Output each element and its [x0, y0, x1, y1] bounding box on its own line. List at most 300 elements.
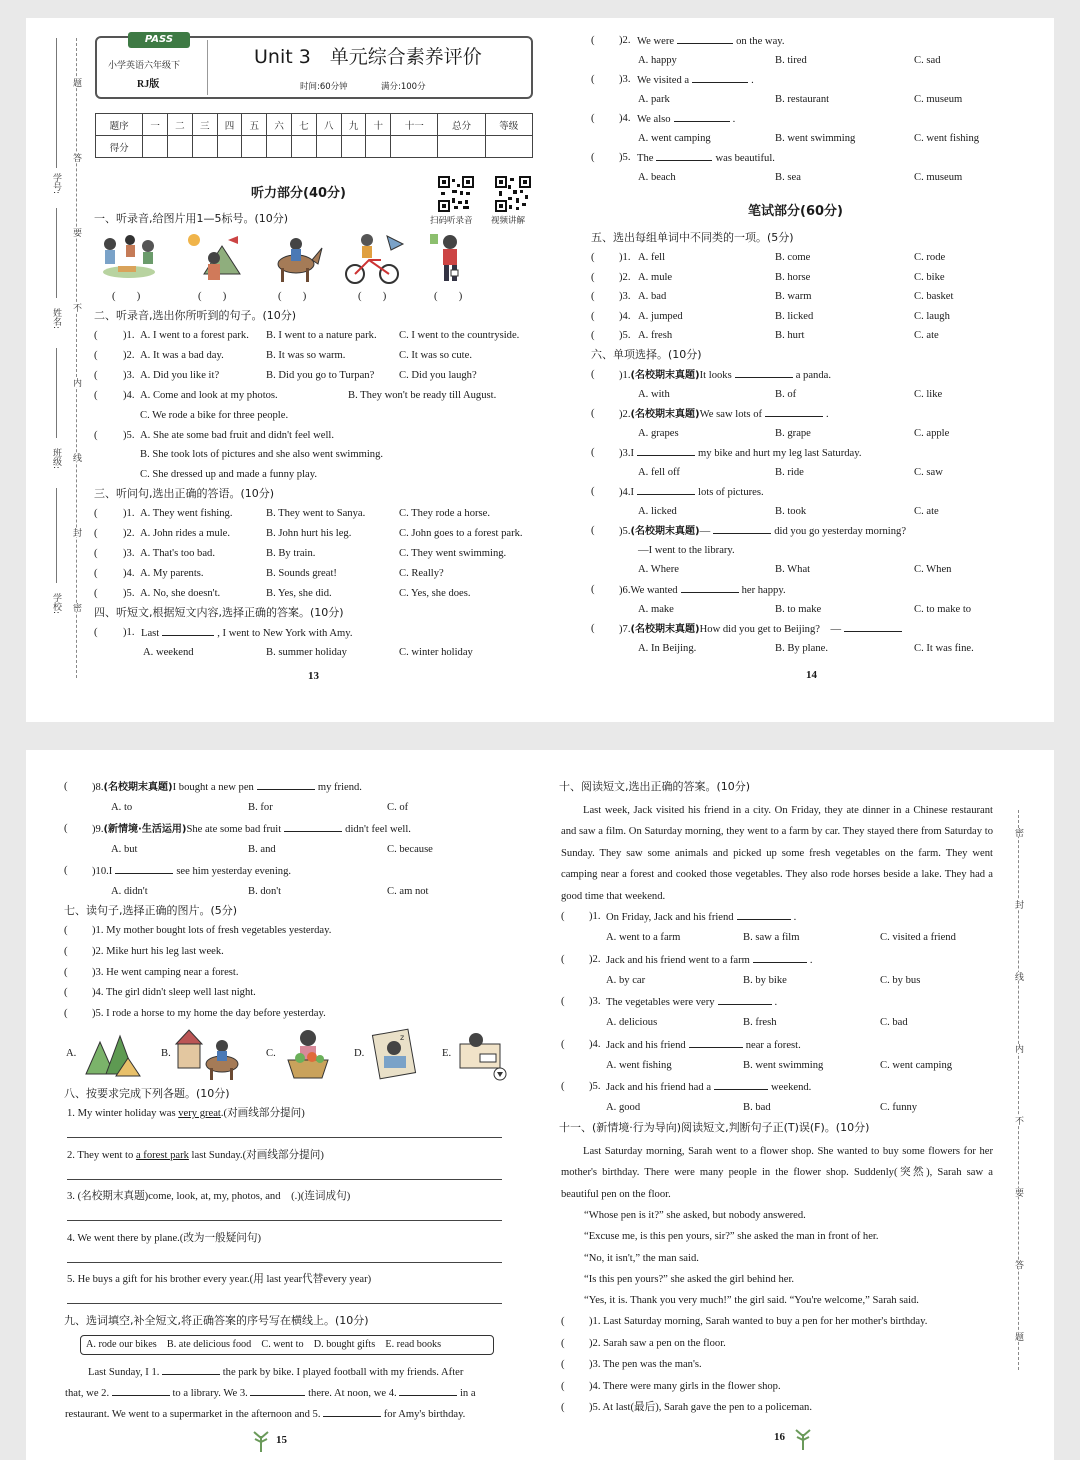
question-number: )2.: [123, 350, 135, 361]
question-stem: )2. Mike hurt his leg last week.: [92, 945, 224, 957]
class-label: 班级:: [51, 448, 61, 470]
answer-paren[interactable]: (: [561, 1081, 565, 1093]
seal-char: 不: [1013, 1116, 1023, 1125]
answer-paren[interactable]: (: [561, 1380, 565, 1392]
answer-paren[interactable]: ( ): [278, 291, 307, 302]
stem-text: We saw lots of: [699, 409, 763, 421]
fill-blank[interactable]: [637, 446, 695, 456]
answer-paren[interactable]: (: [94, 627, 98, 638]
option-a[interactable]: A. with: [638, 388, 670, 400]
svg-text:z: z: [400, 1033, 405, 1042]
score-cell[interactable]: [316, 136, 341, 158]
answer-line[interactable]: [67, 1303, 502, 1304]
stem-text: We also: [637, 114, 671, 125]
option-b[interactable]: B. by bike: [743, 974, 787, 986]
seal-char: 要: [1013, 1188, 1023, 1197]
option-a[interactable]: A. jumped: [638, 310, 683, 322]
option-b[interactable]: B. ride: [775, 466, 804, 478]
question-stem: [606, 953, 813, 968]
answer-paren[interactable]: ( ): [434, 291, 463, 302]
answer-paren[interactable]: (: [561, 1402, 565, 1413]
option-b[interactable]: B. of: [775, 388, 797, 400]
qr-video-label: 视频讲解: [491, 216, 526, 226]
answer-paren[interactable]: (: [561, 996, 565, 1008]
option-b[interactable]: B. tired: [775, 55, 807, 66]
option-b[interactable]: B. John hurt his leg.: [266, 528, 352, 539]
option-c[interactable]: C. We rode a bike for three people.: [140, 410, 289, 421]
question-number: )2.: [619, 409, 631, 421]
section-8-title: 八、按要求完成下列各题。(10分): [64, 1087, 230, 1100]
answer-paren[interactable]: (: [591, 152, 595, 163]
fill-blank[interactable]: [656, 151, 712, 161]
answer-paren[interactable]: (: [561, 953, 565, 965]
student-id-label: 学号:: [51, 173, 61, 195]
answer-paren[interactable]: (: [94, 508, 98, 519]
option-c[interactable]: C. to make to: [914, 603, 972, 615]
header-divider: [207, 40, 208, 95]
option-b[interactable]: B. It was so warm.: [266, 350, 346, 361]
horse-riding-picture-icon: [266, 230, 326, 286]
answer-paren[interactable]: (: [591, 584, 595, 595]
option-c[interactable]: C. went camping: [880, 1059, 953, 1071]
answer-paren[interactable]: (: [561, 1337, 565, 1349]
option-b[interactable]: B. horse: [775, 271, 811, 283]
answer-paren[interactable]: (: [64, 1008, 68, 1020]
section-1-title: 一、听录音,给图片用1—5标号。(10分): [94, 212, 289, 225]
question-number: )5.: [123, 588, 135, 599]
question-number: )1.: [123, 330, 135, 341]
option-b[interactable]: B. and: [248, 844, 276, 855]
option-c[interactable]: C. Yes, she does.: [399, 588, 471, 599]
answer-paren[interactable]: (: [591, 35, 595, 46]
school-line: [56, 488, 57, 583]
option-b[interactable]: B. went swimming: [775, 133, 856, 144]
stem-text: 5. He buys a gift for his brother every year.(用 last year代替every year): [67, 1274, 372, 1285]
option-b[interactable]: B. to make: [775, 603, 822, 615]
answer-paren[interactable]: (: [94, 390, 98, 401]
answer-paren[interactable]: (: [591, 623, 595, 635]
picnic-picture-icon: [98, 230, 160, 284]
answer-paren[interactable]: (: [591, 310, 595, 322]
question-number: )4.: [619, 310, 631, 322]
stem-text: , I went to New York with Amy.: [217, 628, 353, 639]
answer-paren[interactable]: (: [64, 966, 68, 978]
section-6-title: 六、单项选择。(10分): [591, 348, 702, 361]
score-cell[interactable]: [143, 136, 168, 158]
stem-text: near a forest.: [745, 1039, 801, 1051]
answer-paren[interactable]: ( ): [358, 291, 387, 302]
question-stem: [92, 780, 362, 795]
fill-blank[interactable]: [689, 1038, 743, 1048]
option-b[interactable]: B. I went to a nature park.: [266, 330, 377, 341]
option-a[interactable]: A. weekend: [143, 647, 194, 658]
option-a[interactable]: A. fresh: [638, 330, 673, 342]
dialogue-line: —I went to the library.: [638, 544, 735, 556]
score-cell[interactable]: [485, 136, 532, 158]
cloze-segment: that, we 2.: [65, 1388, 110, 1399]
question-stem: [637, 73, 754, 88]
answer-paren[interactable]: (: [94, 568, 98, 579]
answer-paren[interactable]: (: [561, 911, 565, 922]
option-b[interactable]: B. Did you go to Turpan?: [266, 370, 375, 381]
fill-blank[interactable]: [737, 910, 791, 920]
option-c[interactable]: C. I went to the countryside.: [399, 330, 520, 341]
answer-paren[interactable]: (: [591, 525, 595, 537]
stem-text: .: [826, 409, 829, 421]
fill-blank[interactable]: [257, 780, 315, 790]
question-stem: [619, 446, 862, 461]
score-cell[interactable]: [242, 136, 267, 158]
option-a[interactable]: A. Come and look at my photos.: [140, 390, 278, 401]
sleepless-girl-picture-icon: [370, 1026, 420, 1082]
option-b[interactable]: B. She took lots of pictures and she also went swimming.: [140, 449, 384, 460]
fill-blank[interactable]: [718, 995, 772, 1005]
section-9-title: 九、选词填空,补全短文,将正确答案的序号写在横线上。(10分): [64, 1314, 369, 1327]
stem-text: I: [630, 487, 635, 499]
stem-text: We wanted: [630, 585, 678, 596]
answer-paren[interactable]: (: [561, 1038, 565, 1050]
reading-passage-11: Last Saturday morning, Sarah went to a flower shop. She wanted to buy some flowers for her mother's birthday. There were many people in the flower shop. Suddenly(突然), Sarah saw a beautiful pen on the floor.: [561, 1146, 993, 1200]
answer-paren[interactable]: ( ): [198, 291, 227, 302]
stem-text: How did you get to Beijing? —: [699, 624, 842, 636]
option-a[interactable]: A. bad: [638, 291, 667, 303]
option-a[interactable]: A. good: [606, 1102, 641, 1114]
question-number: )2.: [619, 271, 631, 283]
answer-paren[interactable]: (: [561, 1359, 565, 1370]
fill-blank[interactable]: [735, 368, 793, 378]
option-b[interactable]: B. sea: [775, 172, 801, 183]
answer-paren[interactable]: (: [64, 945, 68, 957]
fill-blank[interactable]: [753, 953, 807, 963]
option-c[interactable]: C. She dressed up and made a funny play.: [140, 469, 318, 480]
option-a[interactable]: A. John rides a mule.: [140, 528, 231, 539]
option-c[interactable]: C. funny: [880, 1102, 918, 1114]
answer-paren[interactable]: (: [64, 781, 68, 792]
cloze-segment: Last Sunday, I 1.: [88, 1367, 160, 1378]
option-b[interactable]: B. Sounds great!: [266, 568, 337, 579]
cloze-text: [65, 1386, 476, 1401]
answer-paren[interactable]: (: [591, 291, 595, 303]
fill-blank[interactable]: [765, 407, 823, 417]
option-a[interactable]: A. Did you like it?: [140, 370, 220, 381]
cloze-segment: the park by bike. I played football with my friends. After: [222, 1367, 464, 1378]
option-b[interactable]: B. saw a film: [743, 932, 800, 943]
option-a[interactable]: A. beach: [638, 172, 676, 183]
fill-blank[interactable]: [681, 583, 739, 593]
score-cell[interactable]: [267, 136, 292, 158]
question-stem: [92, 822, 411, 837]
option-b[interactable]: B. grape: [775, 427, 811, 439]
option-a[interactable]: A. It was a bad day.: [140, 350, 224, 361]
question-number: )4.: [123, 390, 135, 401]
stem-text: —: [699, 526, 711, 538]
answer-paren[interactable]: (: [64, 865, 68, 876]
answer-paren[interactable]: (: [94, 330, 98, 341]
section-11-title: 十一、(新情境·行为导向)阅读短文,判断句子正(T)误(F)。(10分): [559, 1121, 870, 1134]
option-b[interactable]: B. fresh: [743, 1017, 777, 1029]
seal-char: 封: [1013, 900, 1023, 909]
stem-text: see him yesterday evening.: [176, 866, 292, 877]
fill-blank[interactable]: [844, 622, 902, 632]
answer-paren[interactable]: (: [591, 486, 595, 498]
option-c[interactable]: C. rode: [914, 252, 946, 263]
option-c[interactable]: C. because: [387, 844, 433, 855]
option-b[interactable]: B. What: [775, 564, 811, 576]
option-c[interactable]: C. went fishing: [914, 133, 980, 144]
source-tag: (名校期末真题): [630, 624, 700, 636]
stem-text: 3. (名校期末真题)come, look, at, my, photos, and (.)(连词成句): [67, 1191, 351, 1202]
option-b[interactable]: B. don't: [248, 886, 282, 897]
seal-line: [76, 38, 77, 678]
option-c[interactable]: C. They rode a horse.: [399, 508, 491, 519]
cloze-blank[interactable]: [399, 1386, 457, 1396]
score-cell[interactable]: [192, 136, 217, 158]
option-c[interactable]: C. by bus: [880, 974, 921, 986]
option-a[interactable]: A. by car: [606, 974, 646, 986]
qr-audio-label: 扫码听录音: [430, 216, 473, 226]
answer-paren[interactable]: (: [94, 528, 98, 539]
option-c[interactable]: C. When: [914, 564, 952, 576]
option-c[interactable]: C. museum: [914, 94, 963, 105]
stem-text: We were: [637, 36, 675, 47]
answer-line[interactable]: [67, 1220, 502, 1221]
seal-line-right: [1018, 810, 1019, 1370]
option-a[interactable]: A. mule: [638, 271, 673, 283]
option-a[interactable]: A. went to a farm: [606, 932, 681, 943]
option-a[interactable]: A. In Beijing.: [638, 642, 697, 654]
option-c[interactable]: C. John goes to a forest park.: [399, 528, 523, 539]
qr-code-icon[interactable]: [495, 176, 531, 212]
passage-line: “Is this pen yours?” she asked the girl behind her.: [584, 1274, 795, 1285]
option-a[interactable]: A. went camping: [638, 133, 711, 144]
answer-paren[interactable]: (: [94, 430, 98, 441]
answer-paren[interactable]: (: [94, 588, 98, 599]
cloze-text: [65, 1407, 465, 1422]
option-c[interactable]: C. basket: [914, 291, 954, 303]
writing-title: 笔试部分(60分): [748, 204, 843, 219]
option-b[interactable]: B. bad: [743, 1102, 771, 1114]
question-stem: [637, 112, 735, 127]
question-number: )5.: [619, 152, 631, 163]
fill-blank[interactable]: [674, 112, 730, 122]
answer-paren[interactable]: (: [591, 252, 595, 263]
fill-blank[interactable]: [115, 864, 173, 874]
stem-text: my friend.: [317, 782, 362, 793]
score-cell[interactable]: [217, 136, 242, 158]
class-line: [56, 348, 57, 438]
answer-paren[interactable]: (: [591, 330, 595, 342]
option-a[interactable]: A. make: [638, 603, 674, 615]
answer-paren[interactable]: ( ): [112, 291, 141, 302]
option-b[interactable]: B. They went to Sanya.: [266, 508, 366, 519]
option-a[interactable]: A. licked: [638, 505, 677, 517]
option-a[interactable]: A. My parents.: [140, 568, 204, 579]
option-b[interactable]: B. By plane.: [775, 642, 828, 654]
fill-blank[interactable]: [714, 1080, 768, 1090]
cloze-blank[interactable]: [162, 1365, 220, 1375]
stem-text: didn't feel well.: [345, 824, 411, 835]
option-a[interactable]: A. That's too bad.: [140, 548, 215, 559]
word-bank-box: A. rode our bikes B. ate delicious food C. went to D. bought gifts E. read books: [80, 1335, 494, 1355]
option-c[interactable]: C. museum: [914, 172, 963, 183]
answer-paren[interactable]: (: [94, 350, 98, 361]
seal-char: 密: [71, 603, 81, 612]
cloze-blank[interactable]: [112, 1386, 170, 1396]
option-c[interactable]: C. saw: [914, 466, 943, 478]
option-c[interactable]: C. Really?: [399, 568, 444, 579]
hurt-leg-picture-icon: [456, 1026, 510, 1082]
option-c[interactable]: C. apple: [914, 427, 950, 439]
option-c[interactable]: C. Did you laugh?: [399, 370, 477, 381]
seal-char: 答: [71, 153, 81, 162]
fill-blank[interactable]: [637, 485, 695, 495]
option-c[interactable]: C. like: [914, 388, 943, 400]
name-label: 姓名:: [51, 308, 61, 330]
cloze-blank[interactable]: [323, 1407, 381, 1417]
score-cell[interactable]: [341, 136, 366, 158]
question-number: )1.: [619, 252, 631, 263]
answer-paren[interactable]: (: [561, 1316, 565, 1327]
option-a[interactable]: A. happy: [638, 55, 677, 66]
qr-code-icon[interactable]: [438, 176, 474, 212]
stem-text: Jack and his friend went to a farm: [606, 954, 750, 966]
answer-line[interactable]: [67, 1137, 502, 1138]
answer-paren[interactable]: (: [591, 447, 595, 459]
answer-paren[interactable]: (: [94, 548, 98, 559]
question-number: )4.: [619, 487, 631, 499]
question-number: )10.: [92, 866, 109, 877]
option-c[interactable]: C. They went swimming.: [399, 548, 507, 559]
option-a[interactable]: A. Where: [638, 564, 679, 576]
option-a[interactable]: A. didn't: [111, 886, 148, 897]
option-b[interactable]: B. They won't be ready till August.: [348, 390, 497, 401]
section-2-title: 二、听录音,选出你所听到的句子。(10分): [94, 309, 297, 322]
fill-blank[interactable]: [284, 822, 342, 832]
option-a[interactable]: A. I went to a forest park.: [140, 330, 249, 341]
source-tag: (名校期末真题): [103, 782, 173, 793]
option-a[interactable]: A. delicious: [606, 1017, 658, 1029]
answer-paren[interactable]: (: [64, 925, 68, 936]
option-c[interactable]: C. ate: [914, 505, 939, 517]
option-b[interactable]: B. Yes, she did.: [266, 588, 332, 599]
table-cell: 一: [143, 114, 168, 136]
picture-label-e: E.: [442, 1048, 452, 1059]
option-a[interactable]: A. to: [111, 802, 133, 813]
answer-paren[interactable]: (: [94, 370, 98, 381]
page-number-16: 16: [774, 1431, 785, 1443]
question-stem: )5. I rode a horse to my home the day before yesterday.: [92, 1008, 326, 1020]
exam-sheet-top: [26, 18, 1054, 722]
option-c[interactable]: C. It was so cute.: [399, 350, 472, 361]
question-number: )5.: [123, 430, 135, 441]
stem-text: a panda.: [795, 370, 831, 381]
option-b[interactable]: B. licked: [775, 310, 814, 322]
full-score-label: 满分:100分: [381, 82, 426, 92]
option-a[interactable]: A. park: [638, 94, 670, 105]
question-stem: [67, 1190, 350, 1204]
question-stem: [67, 1149, 324, 1163]
score-cell[interactable]: [438, 136, 485, 158]
option-b[interactable]: B. went swimming: [743, 1059, 824, 1071]
score-cell[interactable]: [168, 136, 193, 158]
option-b[interactable]: B. warm: [775, 291, 812, 303]
cloze-blank[interactable]: [250, 1386, 305, 1396]
option-a[interactable]: A. They went fishing.: [140, 508, 233, 519]
seal-char: 密: [1013, 828, 1023, 837]
stem-text: 2. They went to: [67, 1149, 136, 1161]
answer-paren[interactable]: (: [64, 987, 68, 999]
option-a[interactable]: A. but: [111, 844, 138, 855]
fill-blank[interactable]: [713, 524, 771, 534]
stem-text: .(对画线部分提问): [220, 1108, 305, 1119]
answer-paren[interactable]: (: [591, 369, 595, 380]
score-cell[interactable]: [292, 136, 317, 158]
seal-char: 线: [71, 453, 81, 462]
option-b[interactable]: B. restaurant: [775, 94, 830, 105]
question-stem: )1. My mother bought lots of fresh vegetables yesterday.: [92, 925, 332, 936]
option-c[interactable]: C. of: [387, 802, 409, 813]
answer-paren[interactable]: (: [591, 408, 595, 420]
answer-paren[interactable]: (: [64, 823, 68, 834]
option-a[interactable]: A. She ate some bad fruit and didn't feel well.: [140, 430, 335, 441]
option-c[interactable]: C. bad: [880, 1017, 908, 1029]
option-a[interactable]: A. grapes: [638, 427, 679, 439]
option-b[interactable]: B. for: [248, 802, 273, 813]
answer-paren[interactable]: (: [591, 74, 595, 85]
stem-text: I bought a new pen: [172, 782, 254, 793]
option-b[interactable]: B. summer holiday: [266, 647, 347, 658]
option-c[interactable]: C. winter holiday: [399, 647, 473, 658]
question-stem: [67, 1107, 305, 1121]
option-c[interactable]: C. laugh: [914, 310, 950, 322]
question-stem: [141, 626, 353, 641]
answer-paren[interactable]: (: [591, 113, 595, 124]
option-c[interactable]: C. sad: [914, 55, 941, 66]
option-c[interactable]: C. bike: [914, 271, 945, 283]
table-cell: 得分: [96, 136, 143, 158]
stem-text: I: [630, 448, 635, 460]
score-cell[interactable]: [391, 136, 438, 158]
option-a[interactable]: A. fell off: [638, 466, 680, 478]
stem-text: 4. We went there by plane.(改为一般疑问句): [67, 1232, 262, 1244]
option-c[interactable]: C. visited a friend: [880, 932, 956, 943]
cloze-text: [88, 1365, 463, 1380]
picture-label-c: C.: [266, 1048, 276, 1059]
option-b[interactable]: B. By train.: [266, 548, 316, 559]
stem-text: She ate some bad fruit: [186, 824, 282, 835]
question-number: )3.: [589, 996, 601, 1008]
answer-paren[interactable]: (: [591, 271, 595, 283]
option-c[interactable]: C. ate: [914, 330, 939, 342]
exam-sheet-bottom: [26, 750, 1054, 1460]
question-number: )1.: [589, 911, 601, 922]
fill-blank[interactable]: [162, 626, 214, 636]
option-a[interactable]: A. went fishing: [606, 1059, 672, 1071]
option-c[interactable]: C. am not: [387, 886, 429, 897]
option-a[interactable]: A. fell: [638, 252, 666, 263]
answer-line[interactable]: [67, 1179, 502, 1180]
option-c[interactable]: C. It was fine.: [914, 642, 974, 654]
question-stem: [619, 368, 831, 383]
option-a[interactable]: A. No, she doesn't.: [140, 588, 221, 599]
option-b[interactable]: B. took: [775, 505, 807, 517]
fill-blank[interactable]: [692, 73, 748, 83]
score-cell[interactable]: [366, 136, 391, 158]
fill-blank[interactable]: [677, 34, 733, 44]
option-b[interactable]: B. hurt: [775, 330, 805, 342]
answer-line[interactable]: [67, 1262, 502, 1263]
option-b[interactable]: B. come: [775, 252, 811, 263]
